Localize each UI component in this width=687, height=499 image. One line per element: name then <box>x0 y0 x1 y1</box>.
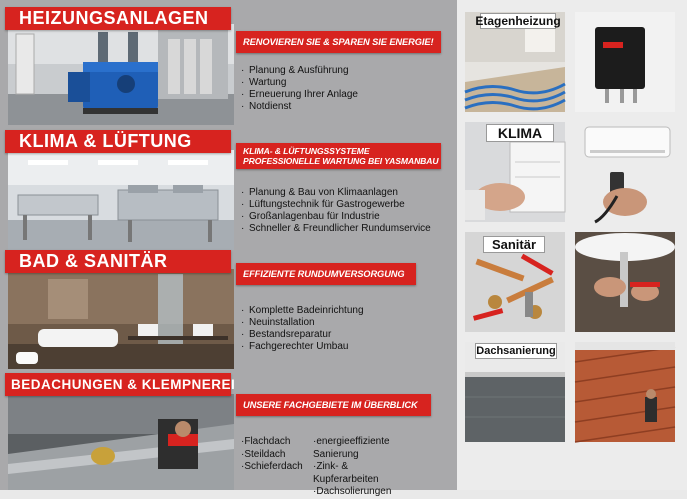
list-item: · Komplette Badeinrichtung <box>241 305 364 316</box>
section-title: BEDACHUNGEN & KLEMPNEREI <box>5 373 231 396</box>
service-list-left <box>241 436 303 474</box>
banner-line: PROFESSIONELLE WARTUNG BEI YASMANBAU <box>243 156 439 166</box>
banner-line: KLIMA- & LÜFTUNGSSYSTEME <box>243 146 370 156</box>
list-item: · Erneuerung Ihrer Anlage <box>241 89 358 100</box>
section-heizung <box>0 0 457 125</box>
list-item: ·Zink- & Kupferarbeiten <box>313 461 379 485</box>
service-list-right <box>313 436 391 499</box>
section-banner <box>236 143 441 169</box>
list-item: · Lüftungstechnik für Gastrogewerbe <box>241 199 405 210</box>
section-title: BAD & SANITÄR <box>5 250 231 273</box>
ac-service-photo <box>575 122 675 222</box>
section-bedachung <box>0 370 457 497</box>
section-title: HEIZUNGSANLAGEN <box>5 7 231 30</box>
tile-label: Dachsanierung <box>476 345 556 357</box>
list-item: · Schneller & Freundlicher Rundumservice <box>241 223 431 234</box>
section-banner: EFFIZIENTE RUNDUMVERSORGUNG <box>236 263 416 285</box>
list-item: · Großanlagenbau für Industrie <box>241 211 380 222</box>
tile-label: Etagenheizung <box>475 14 561 28</box>
list-item: ·Schieferdach <box>241 461 303 472</box>
section-banner: UNSERE FACHGEBIETE IM ÜBERBLICK <box>236 394 431 416</box>
tile-label: Sanitär <box>483 236 545 253</box>
list-item: · Notdienst <box>241 101 292 112</box>
roofing-photo <box>8 394 234 490</box>
list-item: ·energieeffiziente Sanierung <box>313 436 390 460</box>
service-list <box>241 305 364 353</box>
bathroom-photo <box>8 269 234 369</box>
section-bad <box>0 245 457 370</box>
list-item: ·Dachsolierungen <box>313 486 392 497</box>
section-klima <box>0 125 457 245</box>
list-item: · Neuinstallation <box>241 317 315 328</box>
roof-tiles-photo <box>575 342 675 442</box>
sink-repair-photo <box>575 232 675 332</box>
list-item: · Wartung <box>241 77 287 88</box>
heating-photo <box>8 24 234 125</box>
wall-boiler-photo <box>575 12 675 112</box>
list-item: · Bestandsreparatur <box>241 329 332 340</box>
tile-label: KLIMA <box>486 124 554 142</box>
list-item: · Planung & Bau von Klimaanlagen <box>241 187 398 198</box>
section-banner: RENOVIEREN SIE & SPAREN SIE ENERGIE! <box>236 31 441 53</box>
service-list <box>241 187 431 235</box>
list-item: ·Flachdach <box>241 436 291 447</box>
list-item: ·Steildach <box>241 448 286 460</box>
service-list <box>241 65 358 113</box>
list-item: · Planung & Ausführung <box>241 65 349 76</box>
gallery-panel <box>457 0 687 490</box>
kitchen-ventilation-photo <box>8 150 234 250</box>
section-title: KLIMA & LÜFTUNG <box>5 130 231 153</box>
list-item: · Fachgerechter Umbau <box>241 341 349 352</box>
